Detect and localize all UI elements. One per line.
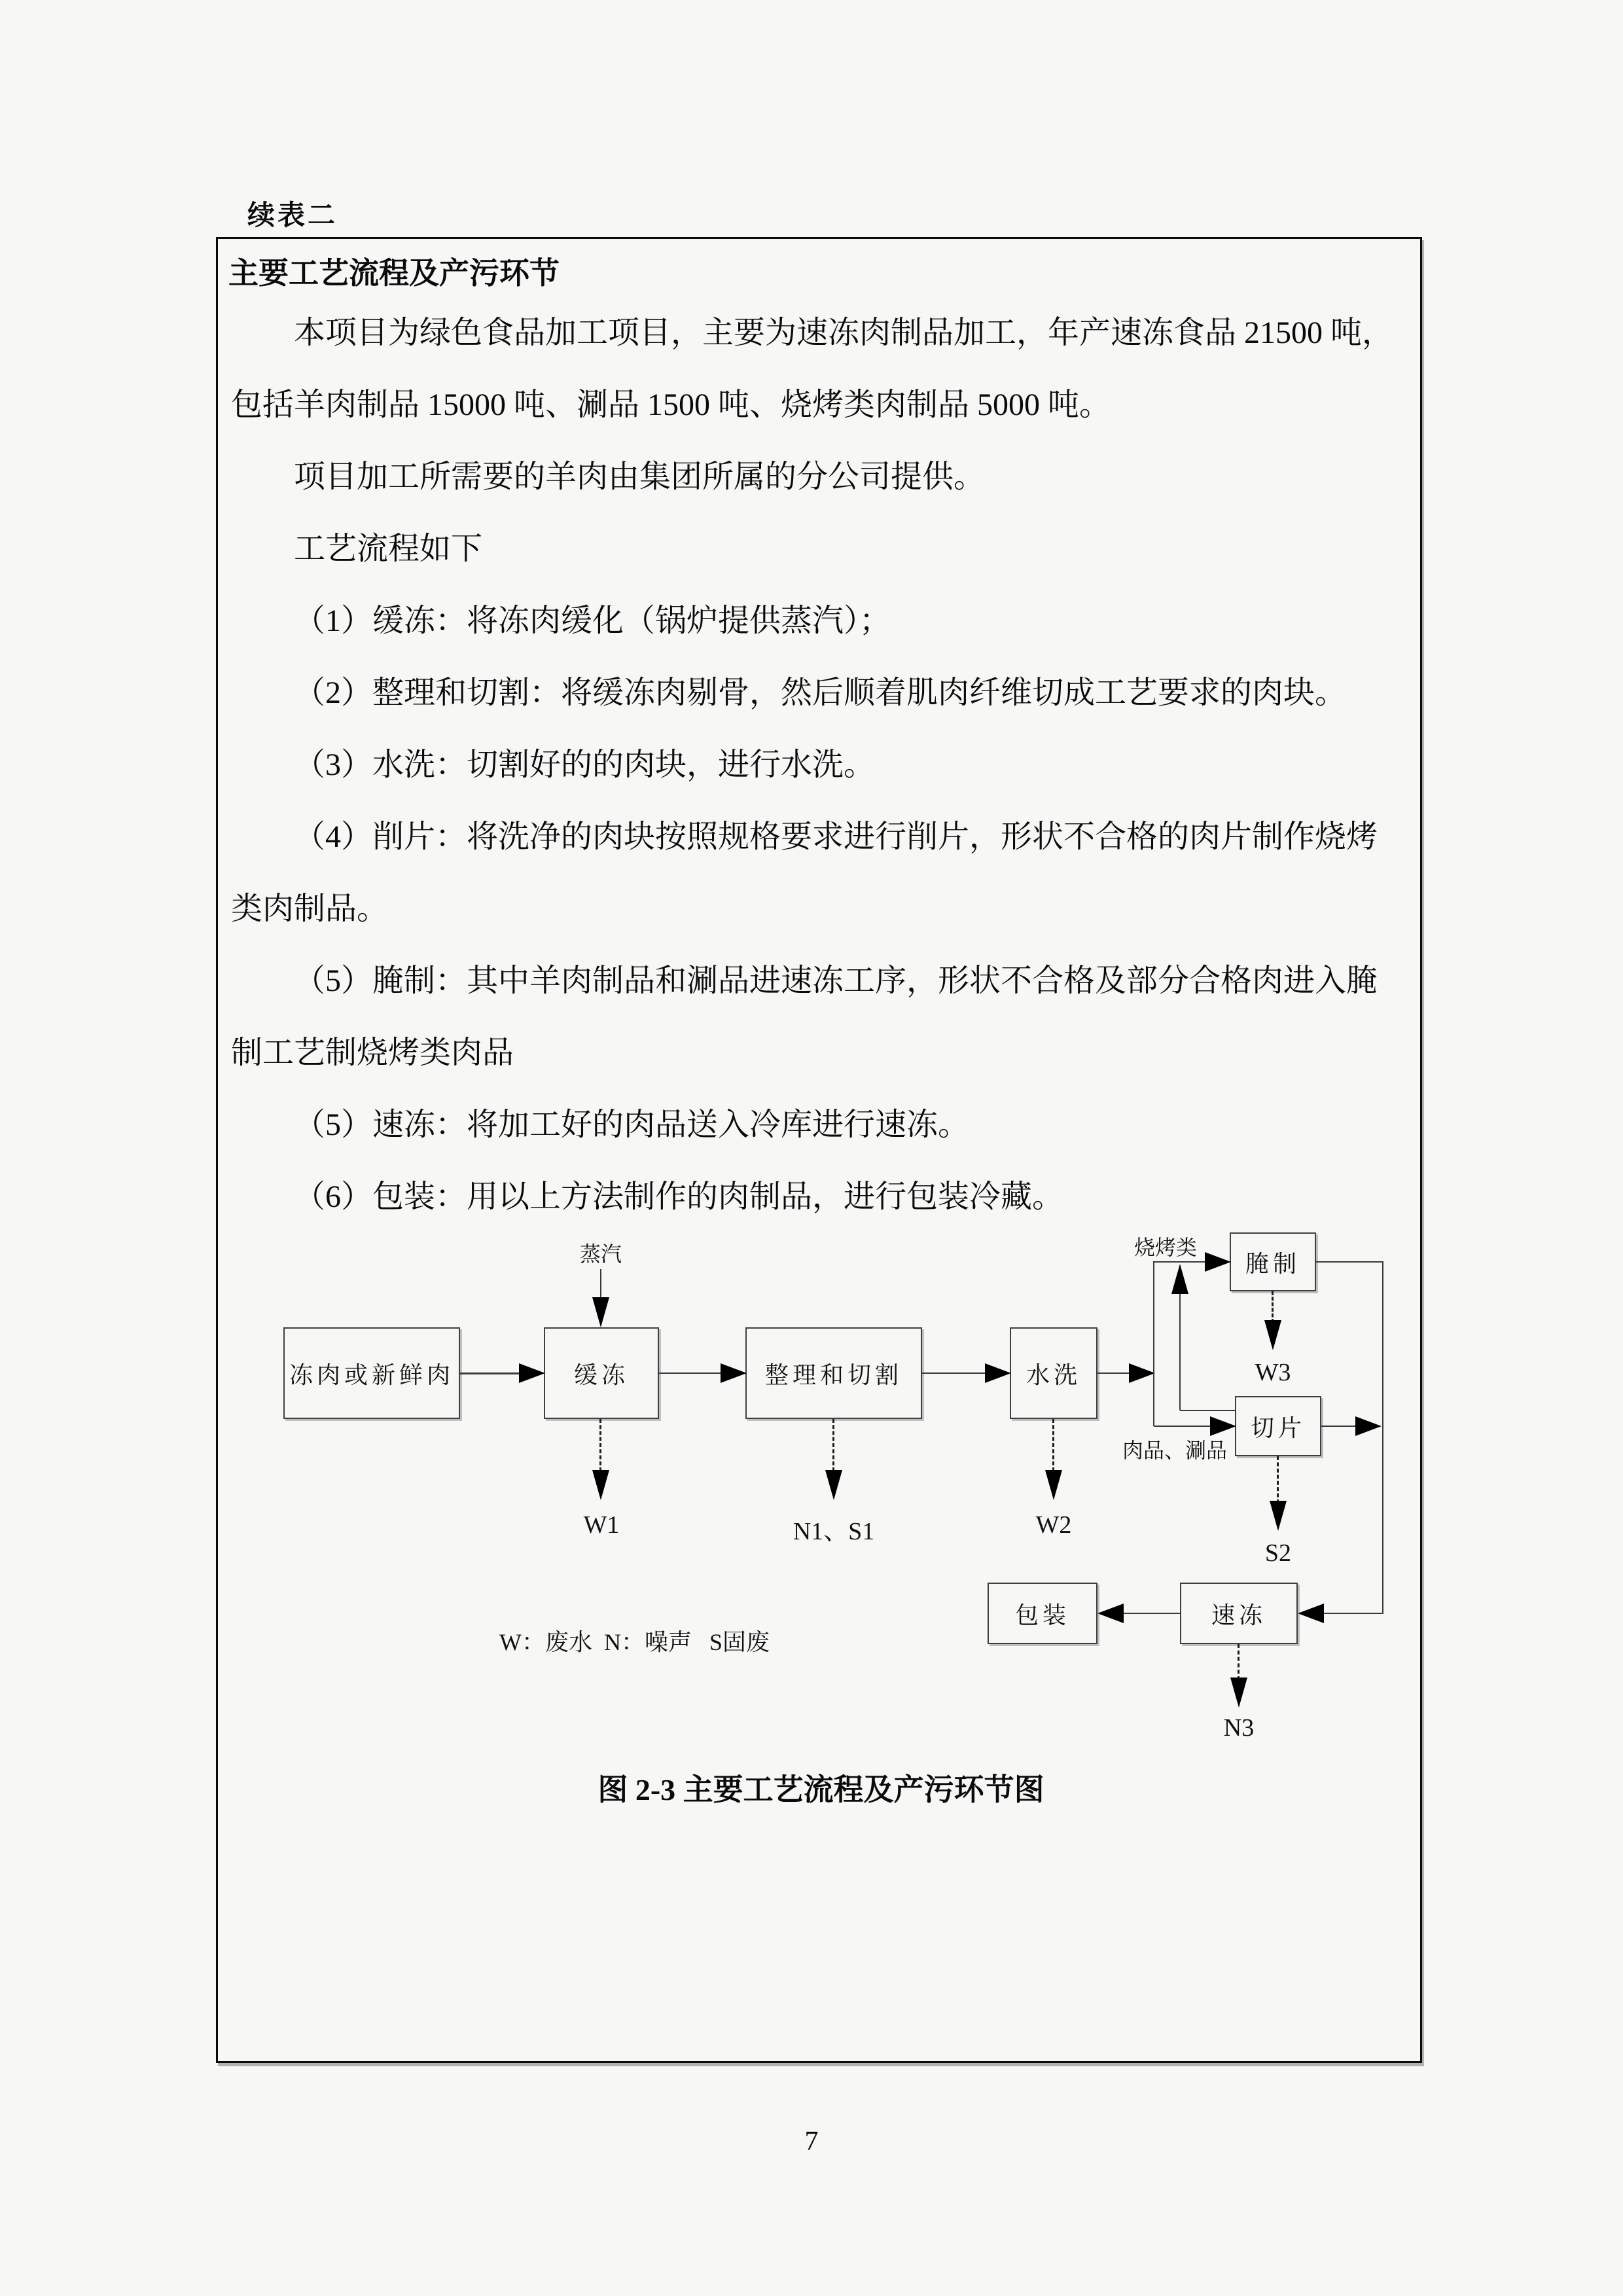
arrowhead-slice-to-rail-icon [1355, 1416, 1382, 1436]
page-number: 7 [804, 2126, 819, 2157]
emission-arrowhead-w3-icon [1264, 1320, 1281, 1350]
paragraph-line: 制工艺制烧烤类肉品 [231, 1035, 514, 1070]
emission-label-n3: N3 [1223, 1714, 1255, 1742]
emission-line-n3 [1238, 1644, 1240, 1680]
arrowhead-up-return-icon [1171, 1264, 1188, 1294]
steam-line [600, 1269, 601, 1300]
connector-rail-to-freeze [1321, 1613, 1383, 1614]
flow-box-wash: 水洗 [1010, 1327, 1097, 1419]
paragraph-line: 项目加工所需要的羊肉由集团所属的分公司提供。 [294, 459, 986, 494]
paragraph-line: 本项目为绿色食品加工项目，主要为速冻肉制品加工，年产速冻食品 21500 吨， [294, 315, 1394, 350]
emission-label-w3: W3 [1255, 1359, 1291, 1386]
continuation-table-label: 续表二 [247, 201, 338, 231]
connector-thaw-trim [659, 1372, 722, 1374]
emission-line-w2 [1052, 1419, 1054, 1471]
paragraph-line: （6）包装：用以上方法制作的肉制品，进行包装冷藏。 [294, 1179, 1064, 1214]
emission-label-s2: S2 [1264, 1539, 1292, 1567]
paragraph-line: （5）速冻：将加工好的肉品送入冷库进行速冻。 [294, 1107, 970, 1142]
emission-arrowhead-s2-icon [1270, 1501, 1287, 1531]
emission-label-w2: W2 [1035, 1511, 1072, 1539]
paragraph-line: （2）整理和切割：将缓冻肉剔骨，然后顺着肌肉纤维切成工艺要求的肉块。 [294, 675, 1347, 710]
junction-rail [1153, 1261, 1154, 1426]
connector-freeze-pack [1122, 1613, 1181, 1614]
connector-junction-to-slice [1154, 1426, 1211, 1427]
paragraph-line: （4）削片：将洗净的肉块按照规格要求进行削片，形状不合格的肉片制作烧烤 [294, 819, 1378, 854]
diagram-legend: W：废水 N：噪声 S固废 [499, 1629, 770, 1655]
arrowhead-into-marinate-icon [1205, 1252, 1231, 1272]
paragraph-line: （3）水洗：切割好的的肉块，进行水洗。 [294, 747, 876, 782]
flow-box-thaw: 缓冻 [544, 1327, 659, 1419]
arrowhead-into-thaw-icon [519, 1363, 545, 1383]
arrowhead-into-freeze-icon [1298, 1604, 1324, 1623]
steam-label: 蒸汽 [580, 1242, 622, 1266]
emission-line-n1s1 [832, 1419, 834, 1471]
arrowhead-into-trim-icon [721, 1363, 747, 1383]
section-title: 主要工艺流程及产污环节 [228, 257, 560, 290]
connector-marinate-out [1316, 1261, 1383, 1263]
flow-box-pack: 包装 [988, 1583, 1097, 1644]
connector-wash-junction [1097, 1372, 1130, 1374]
arrowhead-into-slice-icon [1210, 1416, 1236, 1436]
emission-line-w3 [1272, 1291, 1274, 1323]
branch-label-meat-products: 肉品、涮品 [1122, 1439, 1228, 1462]
connector-meat-thaw [460, 1372, 520, 1374]
flow-box-slice: 切片 [1235, 1396, 1321, 1456]
right-rail [1382, 1261, 1383, 1614]
table-frame [216, 237, 1422, 2063]
connector-bbq-to-marinate [1154, 1261, 1206, 1263]
flow-box-freeze: 速冻 [1180, 1583, 1298, 1644]
flow-box-meat: 冻肉或新鲜肉 [283, 1327, 460, 1419]
emission-line-s2 [1277, 1456, 1279, 1503]
arrowhead-into-wash-icon [985, 1363, 1011, 1383]
connector-slice-return [1180, 1410, 1235, 1411]
paragraph-line: （1）缓冻：将冻肉缓化（锅炉提供蒸汽）； [294, 603, 891, 638]
paragraph-line: 工艺流程如下 [294, 531, 483, 566]
branch-label-bbq: 烧烤类 [1134, 1236, 1198, 1259]
emission-arrowhead-n3-icon [1230, 1677, 1247, 1708]
paragraph-line: 类肉制品。 [231, 891, 389, 926]
emission-label-n1s1: N1、S1 [793, 1518, 875, 1545]
connector-trim-wash [922, 1372, 986, 1374]
emission-arrowhead-w2-icon [1045, 1470, 1062, 1500]
figure-caption: 图 2-3 主要工艺流程及产污环节图 [597, 1773, 1044, 1806]
arrowhead-into-junction-icon [1129, 1363, 1155, 1383]
flow-box-marinate: 腌制 [1230, 1232, 1316, 1291]
emission-arrowhead-n1s1-icon [825, 1470, 842, 1500]
emission-arrowhead-w1-icon [592, 1470, 609, 1500]
connector-slice-out [1321, 1426, 1357, 1427]
flow-box-trim: 整理和切割 [745, 1327, 922, 1419]
emission-line-w1 [599, 1419, 601, 1471]
return-rail [1179, 1291, 1181, 1410]
paragraph-line: （5）腌制：其中羊肉制品和涮品进速冻工序，形状不合格及部分合格肉进入腌 [294, 963, 1378, 998]
arrowhead-into-pack-icon [1097, 1604, 1124, 1623]
steam-arrowhead-icon [592, 1297, 609, 1327]
emission-label-w1: W1 [583, 1511, 620, 1539]
paragraph-line: 包括羊肉制品 15000 吨、涮品 1500 吨、烧烤类肉制品 5000 吨。 [231, 387, 1111, 422]
